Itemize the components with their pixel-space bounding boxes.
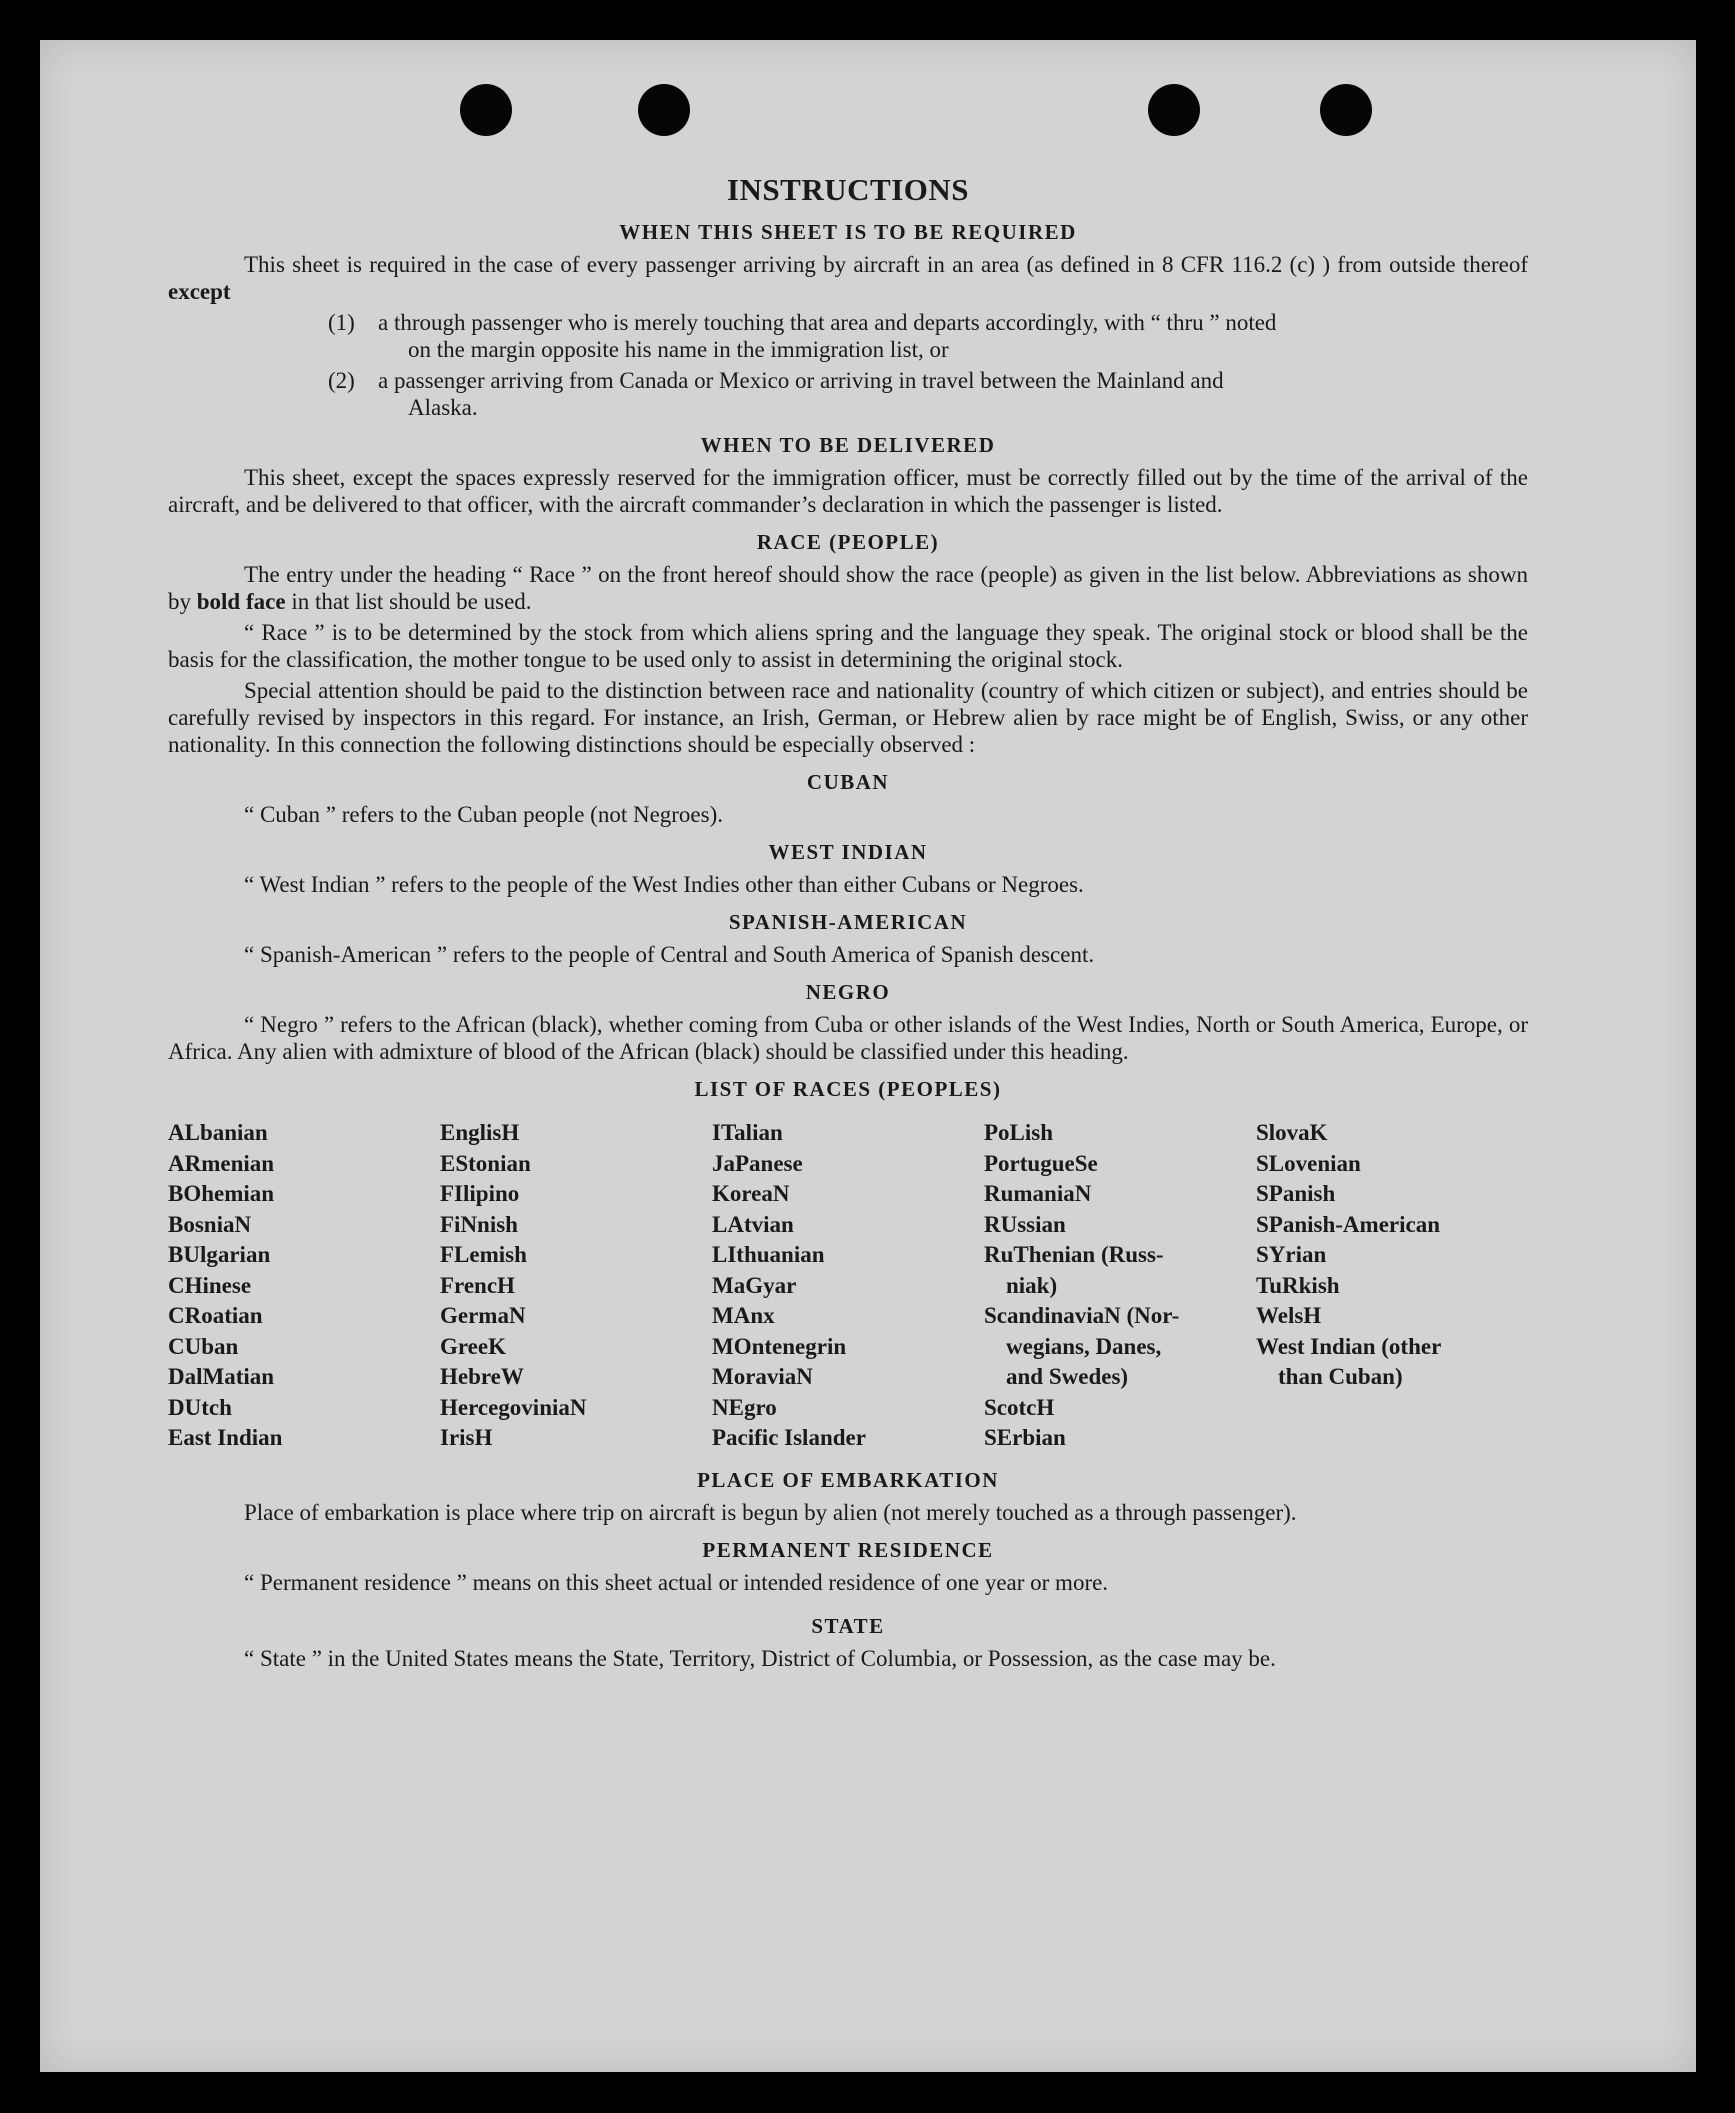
race-entry: ITalian [712, 1120, 783, 1145]
exception-line-cont: Alaska. [408, 395, 478, 420]
race-entry: and Swedes) [1006, 1364, 1129, 1389]
races-column [984, 1118, 1256, 1454]
exception-line: a through passenger who is merely touching that area and departs accordingly, with “ thru ” noted [378, 310, 1277, 335]
race-entry: HebreW [440, 1364, 524, 1389]
bold-face-label: bold face [196, 589, 286, 614]
races-list [168, 1118, 1528, 1454]
race-entry: RuThenian (Russ- [984, 1242, 1164, 1267]
race-entry: HercegoviniaN [440, 1394, 587, 1420]
paragraph-when-delivered: This sheet, except the spaces expressly reserved for the immigration officer, must be correctly filled out by the time of the arrival of the aircraft, and be delivered to that officer, with the aircraft commander’s declaration in which the passenger is listed. [168, 465, 1528, 517]
exception-item [168, 367, 1528, 421]
section-heading-spanish-american: SPANISH-AMERICAN [728, 910, 968, 934]
race-entry: LAtvian [712, 1211, 794, 1237]
race-entry: ScotcH [984, 1394, 1055, 1420]
race-entry: SLovenian [1256, 1150, 1361, 1176]
race-entry: SErbian [984, 1425, 1066, 1450]
race-entry: JaPanese [712, 1150, 803, 1176]
section-heading-cuban: CUBAN [806, 770, 890, 794]
race-entry: FiNnish [440, 1211, 518, 1237]
paragraph-residence: “ Permanent residence ” means on this sheet actual or intended residence of one year or more. [244, 1569, 1109, 1595]
race-entry: RumaniaN [984, 1181, 1092, 1206]
section-heading-race: RACE (PEOPLE) [756, 530, 940, 554]
exception-item [168, 309, 1528, 363]
section-heading-west-indian: WEST INDIAN [768, 840, 928, 864]
race-entry: SPanish [1256, 1181, 1336, 1206]
race-entry: East Indian [168, 1425, 283, 1450]
race-entry: SYrian [1256, 1242, 1327, 1267]
race-entry: CHinese [168, 1272, 252, 1298]
race-entry: wegians, Danes, [1006, 1333, 1162, 1359]
paragraph-text: This sheet is required in the case of every passenger arriving by aircraft in an area (as defined in 8 CFR 116.2 (c) ) from outside thereof [244, 252, 1528, 277]
race-entry: MAnx [712, 1303, 775, 1328]
race-entry: than Cuban) [1278, 1364, 1403, 1389]
exception-number: (1) [328, 310, 355, 335]
race-entry: MOntenegrin [712, 1333, 847, 1359]
document-content [168, 128, 1528, 1676]
paragraph-race-1 [168, 561, 1528, 615]
section-heading-residence: PERMANENT RESIDENCE [702, 1537, 994, 1562]
race-entry: IrisH [440, 1425, 493, 1450]
paragraph-embarkation: Place of embarkation is place where trip on aircraft is begun by alien (not merely touched as a through passenger). [244, 1499, 1297, 1525]
race-entry: GreeK [440, 1333, 506, 1359]
races-column [1256, 1118, 1528, 1454]
races-column [168, 1118, 440, 1454]
exception-line-cont: on the margin opposite his name in the immigration list, or [408, 337, 949, 362]
races-column [440, 1118, 712, 1454]
race-entry: MaGyar [712, 1272, 797, 1298]
paragraph-text: in that list should be used. [291, 589, 532, 614]
section-heading-when-delivered: WHEN TO BE DELIVERED [700, 433, 996, 457]
race-entry: PortugueSe [984, 1150, 1098, 1176]
exception-text [378, 309, 1528, 363]
race-entry: BOhemian [168, 1181, 275, 1206]
race-entry: MoraviaN [712, 1364, 813, 1389]
race-entry: EStonian [440, 1150, 531, 1176]
section-heading-negro: NEGRO [805, 980, 891, 1004]
race-entry: LIthuanian [712, 1242, 825, 1267]
race-entry: EnglisH [440, 1120, 520, 1145]
race-entry: DalMatian [168, 1364, 275, 1389]
race-entry: ALbanian [168, 1120, 268, 1145]
paragraph-spanish-american: “ Spanish-American ” refers to the people of Central and South America of Spanish descent. [244, 942, 1095, 967]
race-entry: FLemish [440, 1242, 527, 1267]
paragraph-race-2: “ Race ” is to be determined by the stock from which aliens spring and the language they speak. The original stock or blood shall be the basis for the classification, the mother tongue to be used only to assist in determining the original stock. [168, 620, 1528, 672]
page-title: INSTRUCTIONS [726, 172, 969, 207]
race-entry: PoLish [984, 1120, 1054, 1145]
exception-number: (2) [328, 368, 355, 393]
race-entry: Pacific Islander [712, 1425, 866, 1450]
paragraph-when-required [168, 251, 1528, 305]
race-entry: SPanish-American [1256, 1211, 1440, 1237]
paragraph-race-3: Special attention should be paid to the distinction between race and nationality (country of which citizen or subject), and entries should be carefully revised by inspectors in this regard. For instance, an Irish, German, or Hebrew alien by race might be of English, Swiss, or any other nationality. In this connection the following distinctions should be especially observed : [168, 678, 1528, 757]
paragraph-negro: “ Negro ” refers to the African (black), whether coming from Cuba or other islands of the West Indies, North or South America, Europe, or Africa. Any alien with admixture of blood of the African (black) should be classified under this heading. [168, 1012, 1528, 1064]
race-entry: ARmenian [168, 1150, 275, 1176]
race-entry: BosniaN [168, 1211, 252, 1237]
section-heading-list-of-races: LIST OF RACES (PEOPLES) [694, 1077, 1002, 1101]
races-column [712, 1118, 984, 1454]
race-entry: TuRkish [1256, 1272, 1340, 1298]
race-entry: GermaN [440, 1303, 526, 1328]
race-entry: RUssian [984, 1211, 1066, 1237]
race-entry: SlovaK [1256, 1120, 1328, 1145]
section-heading-when-required: WHEN THIS SHEET IS TO BE REQUIRED [619, 220, 1077, 244]
race-entry: BUlgarian [168, 1242, 271, 1267]
race-entry: FIlipino [440, 1181, 520, 1206]
paragraph-state: “ State ” in the United States means the State, Territory, District of Columbia, or Possession, as the case may be. [244, 1645, 1276, 1671]
paragraph-west-indian: “ West Indian ” refers to the people of the West Indies other than either Cubans or Negroes. [244, 872, 1084, 897]
race-entry: CUban [168, 1333, 239, 1359]
paragraph-text: The entry under the heading “ Race ” on the front hereof should show the race (people) as given in the list below. Abbreviations as shown by [168, 562, 1528, 614]
race-entry: DUtch [168, 1394, 232, 1420]
race-entry: KoreaN [712, 1181, 790, 1206]
except-label: except [168, 279, 231, 304]
race-entry: WelsH [1256, 1303, 1322, 1328]
race-entry: niak) [1006, 1272, 1058, 1298]
race-entry: ScandinaviaN (Nor- [984, 1303, 1180, 1328]
race-entry: West Indian (other [1256, 1333, 1442, 1359]
section-heading-state: STATE [811, 1613, 885, 1638]
race-entry: NEgro [712, 1394, 777, 1420]
exception-line: a passenger arriving from Canada or Mexico or arriving in travel between the Mainland and [378, 368, 1224, 393]
section-heading-embarkation: PLACE OF EMBARKATION [697, 1467, 999, 1492]
paragraph-cuban: “ Cuban ” refers to the Cuban people (not Negroes). [244, 802, 724, 827]
exception-text [378, 367, 1528, 421]
race-entry: CRoatian [168, 1303, 263, 1328]
race-entry: FrencH [440, 1272, 515, 1298]
